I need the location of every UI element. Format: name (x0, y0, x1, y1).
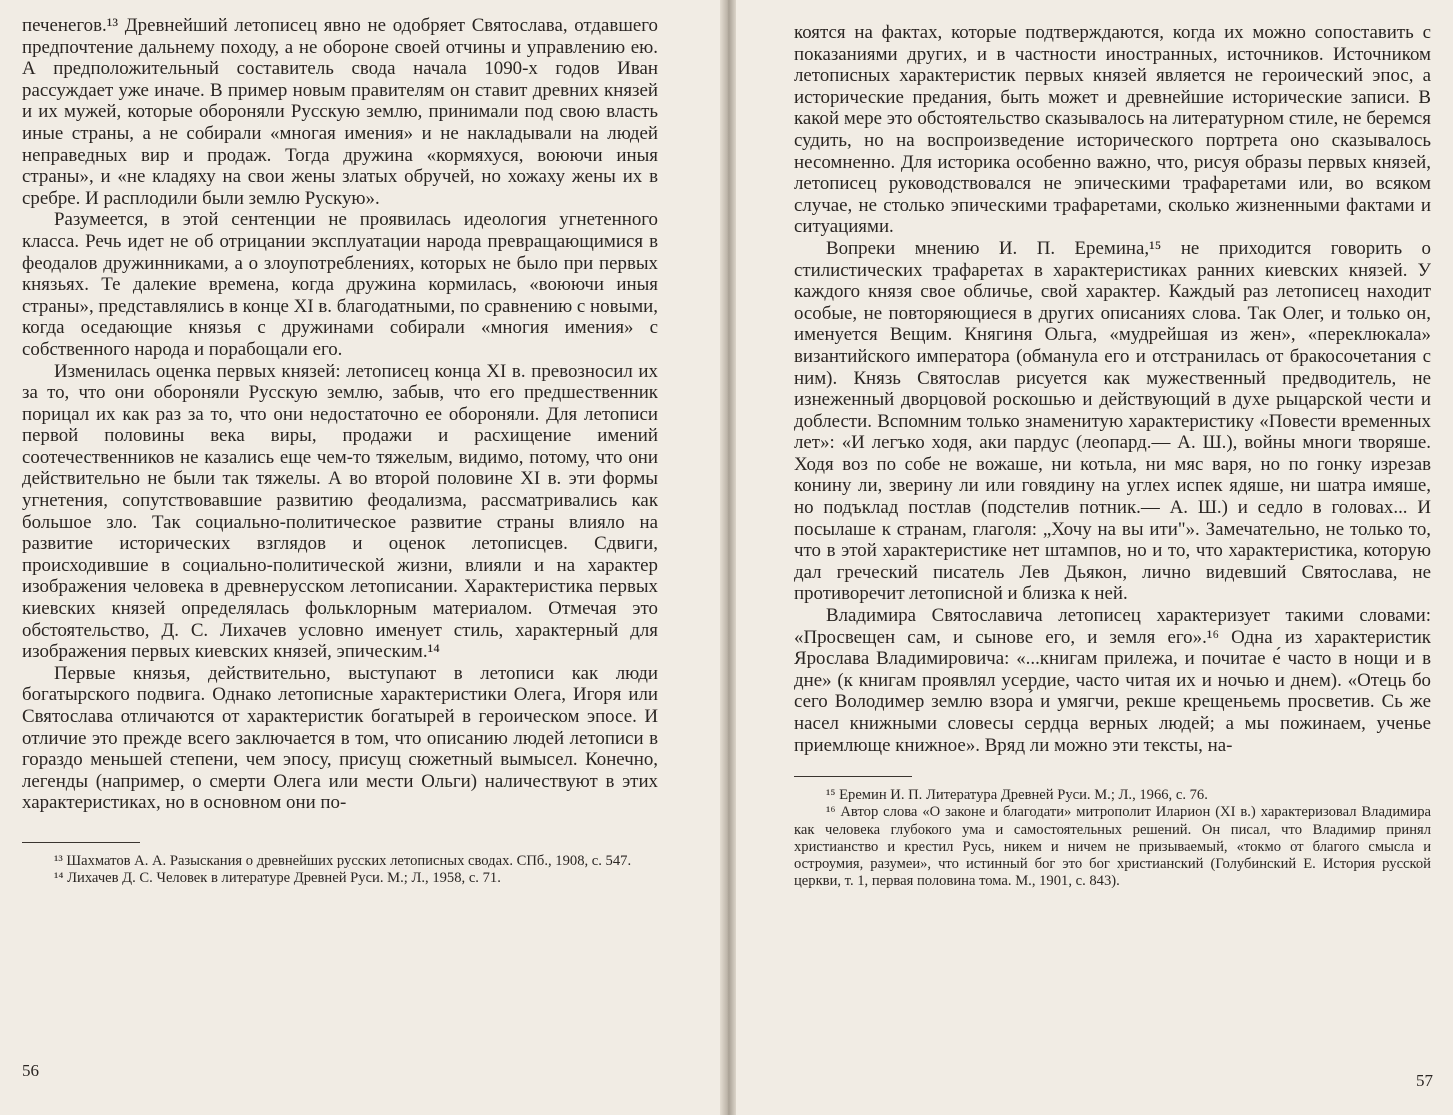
right-page (736, 0, 1453, 1115)
paragraph: коятся на фактах, которые подтверждаются, когда их можно сопоставить с показаниями других, и в частности иностранных, источников. Источником летописных характеристик первых князей является не героический эпос, а исторические предания, быть может и древнейшие исторические записи. В какой мере это обстоятельство сказывалось на литературном стиле, не беремся судить, но на воспроизведение исторического портрета оно сказывалось несомненно. Для историка особенно важно, что, рисуя образы первых князей, летописец руководствовался не эпическими трафаретами или, во всяком случае, не столько эпическими трафаретами, сколько жизненными фактами и ситуациями. (794, 22, 1431, 238)
paragraph: Первые князья, действительно, выступают в летописи как люди богатырского подвига. Однако летописные характеристики Олега, Игоря или Святослава отличаются от характеристик богатырей в героическом эпосе. И отличие это прежде всего заключается в том, что описанию людей летописи в гораздо меньшей степени, чем эпосу, присущ сюжетный вымысел. Конечно, легенды (например, о смерти Олега или мести Ольги) наличествуют в этих характеристиках, но в основном они по- (22, 662, 658, 814)
footnote: ¹⁴ Лихачев Д. С. Человек в литературе Древней Руси. М.; Л., 1958, с. 71. (54, 870, 501, 887)
right-page-body (794, 22, 1431, 756)
footnote: ¹³ Шахматов А. А. Разыскания о древнейших русских летописных сводах. СПб., 1908, с. 547. (54, 852, 632, 869)
paragraph: Вопреки мнению И. П. Еремина,¹⁵ не приходится говорить о стилистических трафаретах в характеристиках ранних киевских князей. У каждого князя свое обличье, свой характер. Каждый раз летописец находит особые, не повторяющиеся в других описаниях слова. Так Олег, и только он, именуется Вещим. Княгиня Ольга, «мудрейшая из жен», «переклюкала» византийского императора (обманула его и отстранилась от бракосочетания с ним). Князь Святослав рисуется как мужественный предводитель, не изнеженный дворцовой роскошью и действующий в духе рыцарской чести и доблести. Вспомним только знаменитую характеристику «Повести временных лет»: «И легъко ходя, аки пардус (леопард.— А. Ш.), войны многи творяше. Ходя воз по собе не вожаше, ни котьла, ни мяс варя, но по гонку изрезав конину ли, зверину ли или говядину на углех испек ядяше, ни шатра имяше, но подъклад постлав (подстелив потник.— А. Ш.) и седло в головах... И посылаше к странам, глаголя: „Хочу на вы ити"». Замечательно, не только то, что в этой характеристике нет штампов, но и то, что характеристика, которую дал греческий писатель Лев Дьякон, лично видевший Святослава, не противоречит летописной и близка к ней. (794, 237, 1431, 605)
footnote: ¹⁵ Еремин И. П. Литература Древней Руси. М.; Л., 1966, с. 76. (826, 787, 1208, 804)
left-page-body (22, 15, 658, 814)
paragraph: печенегов.¹³ Древнейший летописец явно не одобряет Святослава, отдавшего предпочтение дальнему походу, а не обороне своей отчины и управлению ею. А предположительный составитель свода начала 1090-х годов Иван рассуждает уже иначе. В пример новым правителям он ставит древних князей и их мужей, которые обороняли Русскую землю, принимали под свою власть иные страны, а не собирали «многая имения» и не накладывали на людей неправедных вир и продаж. Тогда дружина «кормяхуся, воюючи иныя страны», и «не кладяху на свои жены златых обручей, но хожаху жены их в сребре. И расплодили были землю Рускую». (22, 15, 658, 209)
left-page (0, 0, 720, 1115)
right-page-footnotes (794, 787, 1431, 890)
page-number: 57 (1416, 1071, 1433, 1090)
page-number: 56 (22, 1061, 39, 1080)
footnote-divider (794, 776, 912, 777)
paragraph: Владимира Святославича летописец характеризует такими словами: «Просвещен сам, и сынове его, и земля его».¹⁶ Одна из характеристик Ярослава Владимировича: «...книгам прилежа, и почитае е́ часто в нощи и в дне» (к книгам проявлял усердие, часто читая их и ночью и днем). «Отець бо сего Володимер землю взора́ и умягчи, рекше крещеньемь просветив. Сь же насел книжными словесы сердца верных людей; а мы пожинаем, ученье приемлюще книжное». Вряд ли можно эти тексты, на- (794, 605, 1431, 756)
footnote-divider (22, 842, 140, 843)
left-page-footnotes (22, 853, 658, 887)
paragraph: Изменилась оценка первых князей: летописец конца XI в. превозносил их за то, что они обороняли Русскую землю, забыв, что его предшественник порицал их как раз за то, что они недостаточно ее обороняли. Для летописи первой половины века виры, продажи и расхищение имений соотечественников не казались еще чем-то тяжелым, видимо, потому, что они действительно не были так тяжелы. А во второй половине XI в. эти формы угнетения, сопутствовавшие развитию феодализма, рассматривались как большое зло. Так социально-политическое развитие страны влияло на развитие исторических взглядов и оценок летописцев. Сдвиги, происходившие в социально-политической жизни, влияли и на характер изображения человека в древнерусском летописании. Характеристика первых киевских князей определялась фольклорным материалом. Отмечая это обстоятельство, Д. С. Лихачев условно именует стиль, характерный для изображения первых киевских князей, эпическим.¹⁴ (22, 360, 658, 663)
book-gutter (720, 0, 736, 1115)
footnote: ¹⁶ Автор слова «О законе и благодати» митрополит Иларион (XI в.) характеризовал Владимира как человека глубокого ума и самостоятельных решений. Он писал, что Владимир принял христианство и крестил Русь, никем и ничем не призываемый, «токмо от благого смысла и остроумия, разумеи», что истинный бог это бог христианский (Голубинский Е. История русской церкви, т. 1, первая половина тома. М., 1901, с. 843). (794, 804, 1431, 890)
paragraph: Разумеется, в этой сентенции не проявилась идеология угнетенного класса. Речь идет не об отрицании эксплуатации народа превращающимися в феодалов дружинниками, а о злоупотреблениях, которых не было при первых князьях. Те далекие времена, когда дружина кормилась, «воюючи иныя страны», представлялись в конце XI в. благодатными, по сравнению с новыми, когда оседающие князья с дружинами собирали «многия имения» с собственного народа и порабощали его. (22, 209, 658, 360)
